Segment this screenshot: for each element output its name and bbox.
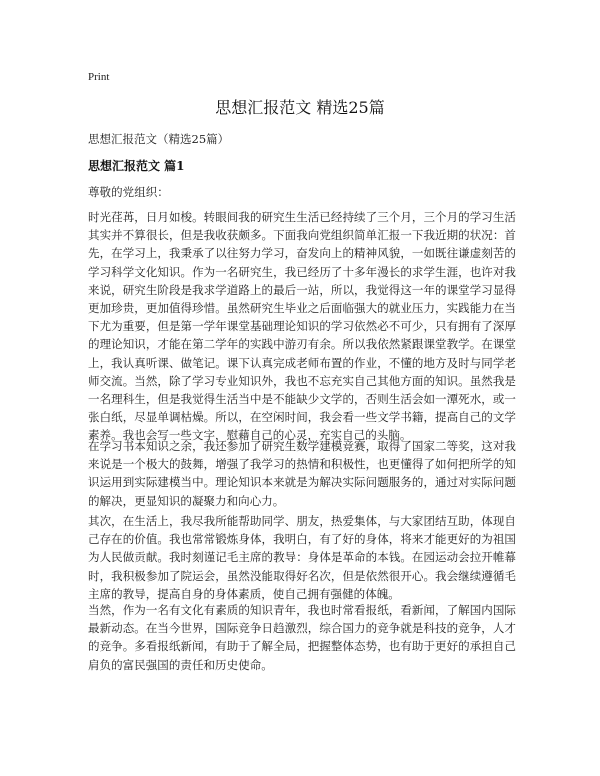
- paragraph-3: 其次，在生活上，我尽我所能帮助同学、朋友，热爱集体，与大家团结互助，体现自己存在的价值。我也常常锻炼身体，我明白，有了好的身体，将来才能更好的为祖国为人民做贡献。我时刻谨记毛主席的教导：身体是革命的本钱。在园运动会拉开帷幕时，我积极参加了院运会，虽然没能取得好名次，但是依然很开心。我会继续遵循毛主席的教导，提高自身的身体素质，使自己拥有强健的体魄。: [88, 514, 516, 601]
- section-heading: 思想汇报范文 篇1: [88, 159, 185, 173]
- document-subtitle: 思想汇报范文（精选25篇）: [88, 132, 230, 146]
- salutation: 尊敬的党组织：: [88, 185, 169, 199]
- print-link[interactable]: Print: [88, 71, 110, 83]
- paragraph-4: 当然，作为一名有文化有素质的知识青年，我也时常看报纸，看新闻，了解国内国际最新动态。在当今世界，国际竞争日趋激烈，综合国力的竞争就是科技的竞争，人才的竞争。多看报纸新闻，有助于了解全局，把握整体态势，也有助于更好的承担自己肩负的富民强国的责任和历史使命。: [88, 603, 516, 672]
- document-title: 思想汇报范文 精选25篇: [215, 98, 385, 117]
- paragraph-1: 时光荏苒，日月如梭。转眼间我的研究生生活已经持续了三个月，三个月的学习生活其实并不算很长，但是我收获颇多。下面我向党组织简单汇报一下我近期的状况：首先，在学习上，我秉承了以往努力学习，奋发向上的精神风貌，一如既往谦虚刻苦的学习科学文化知识。作为一名研究生，我已经历了十多年漫长的求学生涯，也许对我来说，研究生阶段是我求学道路上的最后一站，所以，我觉得这一年的课堂学习显得更加珍贵，更加值得珍惜。虽然研究生毕业之后面临强大的就业压力，实践能力在当下尤为重要，但是第一学年课堂基础理论知识的学习依然必不可少，只有拥有了深厚的理论知识，才能在第二学年的实践中游刃有余。所以我依然紧跟课堂教学。在课堂上，我认真听课、做笔记。课下认真完成老师布置的作业，不懂的地方及时与同学老师交流。当然，除了学习专业知识外，我也不忘充实自己其他方面的知识。虽然我是一名理科生，但是我觉得生活当中是不能缺少文学的，否则生活会如一潭死水，或一张白纸，尽显单调枯燥。所以，在空闲时间，我会看一些文学书籍，提高自己的文学素养。我也会写一些文字，慰藉自己的心灵，充实自己的头脑。: [88, 210, 516, 443]
- paragraph-2: 在学习书本知识之余，我还参加了研究生数学建模竞赛，取得了国家二等奖，这对我来说是一个极大的鼓舞，增强了我学习的热情和积极性，也更懂得了如何把所学的知识运用到实际建模当中。理论知识本来就是为解决实际问题服务的，通过对实际问题的解决，更显知识的凝聚力和向心力。: [88, 439, 516, 508]
